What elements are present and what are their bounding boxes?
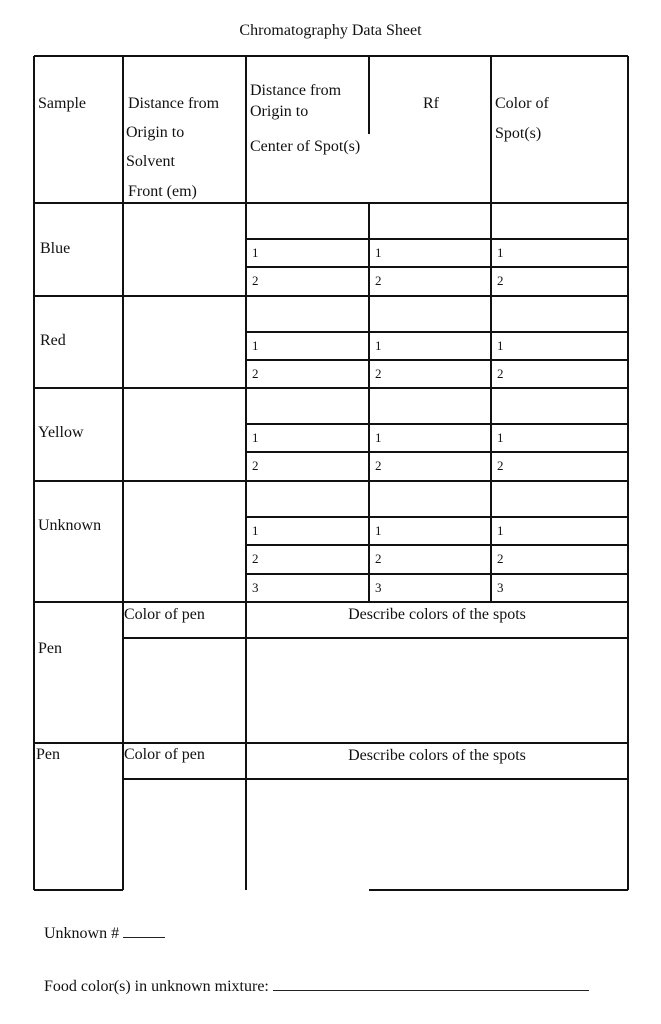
pen-color-header: Color of pen [124, 606, 205, 623]
header-distance-solvent-line-1: Distance from [128, 95, 220, 112]
sample-label-red: Red [40, 332, 66, 349]
header-distance-spot-line-3: Center of Spot(s) [250, 138, 361, 155]
unknown-number-line [44, 923, 165, 943]
food-color-blank[interactable] [273, 976, 589, 991]
spot-number: 1 [375, 430, 382, 445]
spot-number: 2 [497, 273, 504, 288]
header-color-line-1: Color of [495, 95, 549, 112]
spot-number: 1 [375, 523, 382, 538]
spot-number: 1 [252, 245, 259, 260]
unknown-number-label: Unknown # [44, 925, 120, 942]
spot-number: 1 [497, 430, 504, 445]
spot-number: 3 [497, 580, 504, 595]
spot-number: 1 [252, 523, 259, 538]
sample-label-blue: Blue [40, 240, 71, 257]
pen-color-header: Color of pen [124, 746, 205, 763]
spot-number: 3 [252, 580, 259, 595]
spot-number: 1 [375, 245, 382, 260]
spot-number: 1 [375, 338, 382, 353]
spot-number: 2 [252, 458, 259, 473]
spot-number: 2 [375, 551, 382, 566]
spot-number: 2 [375, 366, 382, 381]
page-title: Chromatography Data Sheet [239, 22, 422, 39]
spot-number: 3 [375, 580, 382, 595]
spot-number: 2 [252, 366, 259, 381]
spot-number: 1 [497, 523, 504, 538]
spot-number: 2 [375, 273, 382, 288]
spot-number: 2 [375, 458, 382, 473]
header-distance-solvent-line-4: Front (em) [128, 183, 197, 200]
header-sample: Sample [38, 95, 86, 112]
sample-label-unknown: Unknown [38, 517, 102, 534]
pen-label: Pen [38, 640, 62, 657]
spot-number: 1 [497, 245, 504, 260]
sample-label-yellow: Yellow [38, 424, 84, 441]
spot-number: 2 [252, 273, 259, 288]
spot-number: 1 [252, 430, 259, 445]
pen-label: Pen [36, 746, 60, 763]
spot-number: 2 [497, 551, 504, 566]
pen-describe-header: Describe colors of the spots [348, 606, 526, 623]
food-color-label: Food color(s) in unknown mixture: [44, 978, 269, 995]
header-distance-spot-line-1: Distance from [250, 82, 342, 99]
food-color-line [44, 976, 589, 996]
header-rf: Rf [423, 95, 439, 112]
pen-describe-header: Describe colors of the spots [348, 747, 526, 764]
unknown-number-blank[interactable] [123, 923, 165, 938]
spot-number: 2 [252, 551, 259, 566]
spot-number: 2 [497, 366, 504, 381]
header-color-line-2: Spot(s) [495, 125, 542, 142]
spot-number: 1 [497, 338, 504, 353]
spot-number: 2 [497, 458, 504, 473]
header-distance-solvent-line-3: Solvent [126, 153, 175, 170]
header-distance-spot-line-2: Origin to [250, 103, 309, 120]
header-distance-solvent-line-2: Origin to [126, 124, 185, 141]
spot-number: 1 [252, 338, 259, 353]
